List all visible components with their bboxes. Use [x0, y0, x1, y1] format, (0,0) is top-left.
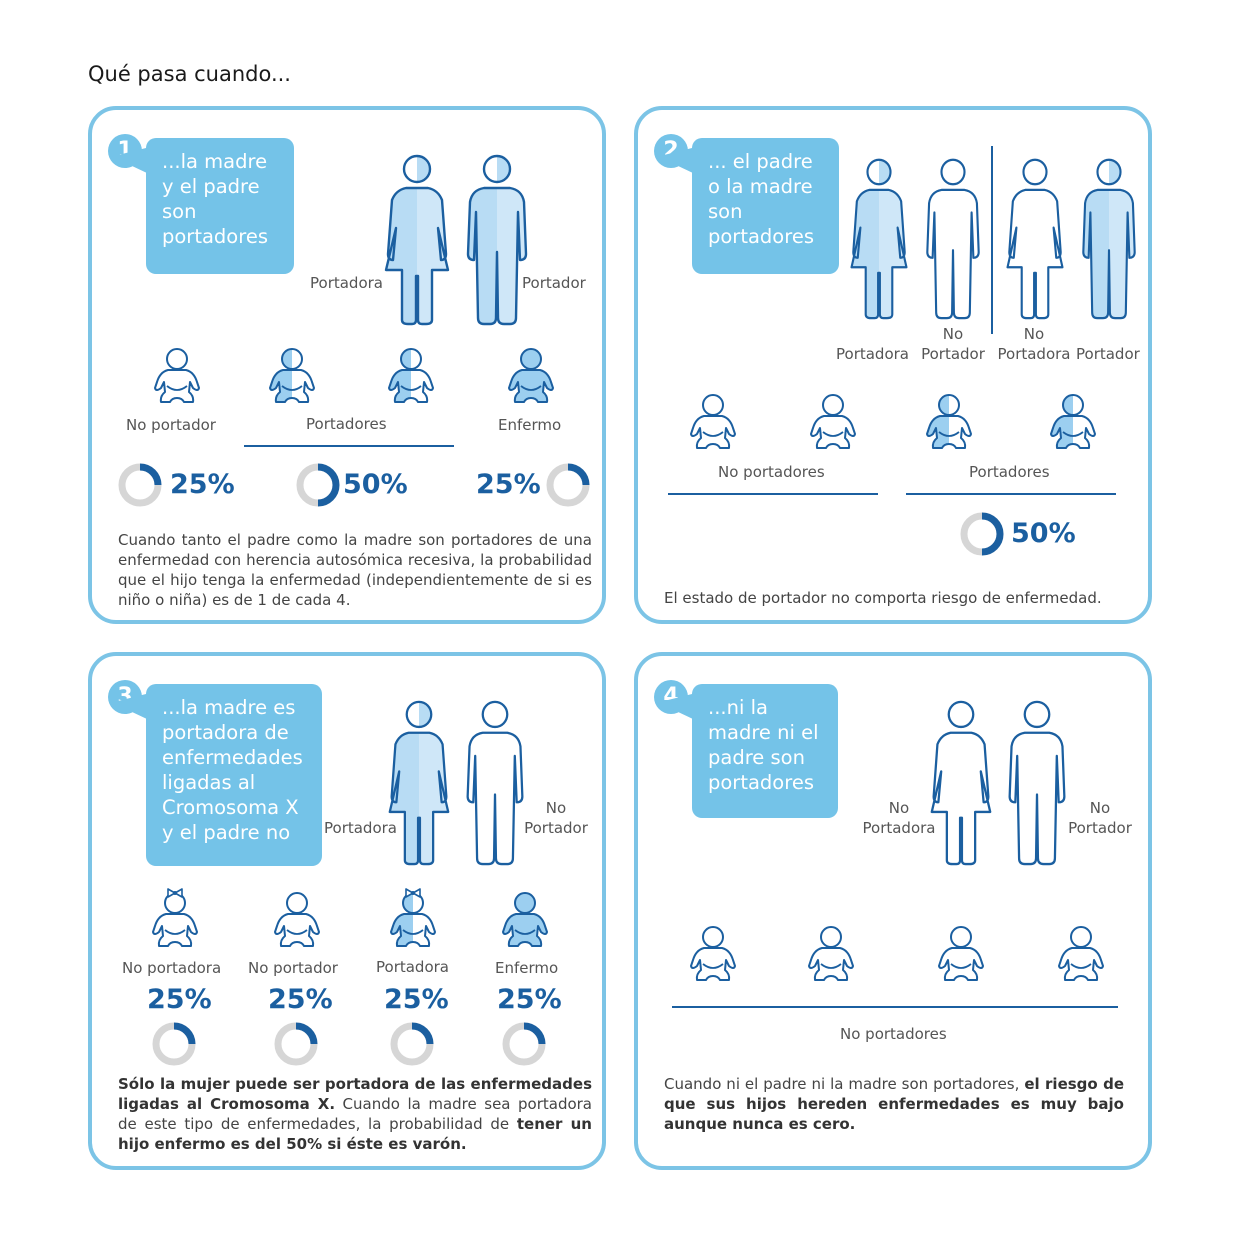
- parent-label: Portadora: [836, 345, 909, 363]
- baby-icon: [924, 390, 974, 454]
- baby-icon: [506, 344, 556, 408]
- parent-label: Portadora: [324, 819, 397, 837]
- donut-value-arc: [174, 1026, 192, 1044]
- percentage: 25%: [476, 469, 541, 500]
- group-line: [244, 445, 454, 447]
- speech-bubble: [692, 138, 839, 274]
- speech-bubble: [146, 684, 322, 866]
- bubble-line: ...ni la: [708, 696, 768, 719]
- card-number: 2: [654, 134, 688, 168]
- bubble-line: enfermedades: [162, 746, 303, 769]
- baby-icon: [386, 344, 436, 408]
- bubble-line: y el padre no: [162, 821, 291, 844]
- bubble-line: y el padre: [162, 175, 260, 198]
- description-text: Cuando ni el padre ni la madre son portadores,: [664, 1075, 1025, 1093]
- baby-icon: [500, 888, 550, 952]
- description-bold: tener un hijo enfermo es del 50% si éste es varón.: [118, 1115, 592, 1153]
- donut-chart: [502, 1022, 546, 1066]
- parent-label-text: No Portadora: [862, 799, 936, 837]
- percentage: 25%: [147, 984, 212, 1015]
- donut-value-arc: [982, 516, 1000, 552]
- description: [118, 1074, 592, 1154]
- child-label: No portador: [248, 959, 338, 977]
- card-both-carriers: [88, 106, 606, 624]
- child-label: No portadores: [840, 1025, 947, 1043]
- description-bold: Sólo la mujer puede ser portadora de las enfermedades ligadas al Cromosoma X.: [118, 1075, 592, 1113]
- baby-icon: [152, 344, 202, 408]
- parent-label: Portador: [522, 274, 586, 292]
- child-label: Portadores: [306, 415, 387, 433]
- child-label: Portadores: [969, 463, 1050, 481]
- bubble-line: son: [708, 200, 743, 223]
- child-label: Enfermo: [495, 959, 559, 977]
- parent-label: [920, 324, 986, 364]
- parent-label: Portador: [1076, 345, 1140, 363]
- group-line: [672, 1006, 1118, 1008]
- bubble-line: son: [162, 200, 197, 223]
- parent-label: [856, 798, 942, 838]
- father-carrier-figure: [1078, 156, 1140, 320]
- bubble-line: ...la madre: [162, 150, 268, 173]
- bubble-line: Cromosoma X: [162, 796, 299, 819]
- father-healthy-figure: [1004, 698, 1070, 866]
- bubble-line: padre son: [708, 746, 805, 769]
- group-line: [668, 493, 878, 495]
- donut-chart: [296, 463, 340, 507]
- parent-label: [1062, 798, 1138, 838]
- description: Cuando tanto el padre como la madre son portadores de una enfermedad con herencia autosómica recesiva, la probabilidad que el hijo tenga la enfermedad (independientemente de si es niño o niña) es de 1 de cada 4.: [118, 531, 592, 609]
- speech-bubble: [146, 138, 294, 274]
- mother-carrier-figure: [848, 156, 910, 320]
- donut-value-arc: [524, 1026, 542, 1044]
- father-healthy-figure: [462, 698, 528, 866]
- baby-icon: [806, 922, 856, 986]
- parent-label-text: No Portador: [1068, 799, 1132, 837]
- percentage: 25%: [268, 984, 333, 1015]
- father-healthy-figure: [922, 156, 984, 320]
- baby-icon: [936, 922, 986, 986]
- bubble-line: ... el padre: [708, 150, 813, 173]
- card-number: 1: [108, 134, 142, 168]
- donut-value-arc: [296, 1026, 314, 1044]
- baby-girl-icon: [150, 888, 200, 952]
- baby-girl-icon: [388, 888, 438, 952]
- group-line: [906, 493, 1116, 495]
- donut-chart: [546, 463, 590, 507]
- parent-label-text: No Portadora: [997, 325, 1071, 363]
- child-label: No portadores: [718, 463, 825, 481]
- father-carrier-figure: [462, 152, 532, 326]
- baby-icon: [1056, 922, 1106, 986]
- bubble-line: madre ni el: [708, 721, 819, 744]
- donut-value-arc: [412, 1026, 430, 1044]
- percentage: 25%: [384, 984, 449, 1015]
- card-number: 3: [108, 680, 142, 714]
- mother-carrier-figure: [386, 698, 452, 866]
- child-label: No portadora: [122, 959, 222, 977]
- description-bold: el riesgo de que sus hijos hereden enfermedades es muy bajo aunque nunca es cero.: [664, 1075, 1125, 1133]
- parent-label: [996, 324, 1072, 364]
- child-label: Portadora: [376, 958, 449, 976]
- mother-carrier-figure: [382, 152, 452, 326]
- bubble-line: o la madre: [708, 175, 813, 198]
- donut-value-arc: [140, 467, 158, 485]
- parent-label: [520, 798, 592, 838]
- description: El estado de portador no comporta riesgo de enfermedad.: [664, 589, 1102, 607]
- baby-icon: [688, 922, 738, 986]
- card-one-carrier: [634, 106, 1152, 624]
- percentage: 50%: [343, 469, 408, 500]
- baby-icon: [267, 344, 317, 408]
- parent-label-text: No Portador: [524, 799, 588, 837]
- donut-chart: [390, 1022, 434, 1066]
- donut-chart: [960, 512, 1004, 556]
- baby-icon: [688, 390, 738, 454]
- description-text: Cuando la madre sea portadora de este tipo de enfermedades, la probabilidad de: [118, 1095, 593, 1133]
- mother-healthy-figure: [928, 698, 994, 866]
- parent-label-text: No Portador: [921, 325, 985, 363]
- baby-icon: [1048, 390, 1098, 454]
- bubble-line: portadores: [708, 771, 814, 794]
- card-x-linked: [88, 652, 606, 1170]
- card-no-carriers: [634, 652, 1152, 1170]
- donut-value-arc: [568, 467, 586, 485]
- bubble-line: ...la madre es: [162, 696, 296, 719]
- parent-label: Portadora: [310, 274, 383, 292]
- divider-line: [991, 146, 993, 334]
- percentage: 50%: [1011, 518, 1076, 549]
- donut-value-arc: [318, 467, 336, 503]
- speech-bubble: [692, 684, 838, 818]
- baby-icon: [808, 390, 858, 454]
- percentage: 25%: [497, 984, 562, 1015]
- percentage: 25%: [170, 469, 235, 500]
- child-label: Enfermo: [498, 416, 562, 434]
- description: [664, 1074, 1124, 1134]
- donut-chart: [152, 1022, 196, 1066]
- child-label: No portador: [126, 416, 216, 434]
- page-title: Qué pasa cuando...: [88, 62, 291, 86]
- donut-chart: [118, 463, 162, 507]
- bubble-line: portadora de: [162, 721, 289, 744]
- card-number: 4: [654, 680, 688, 714]
- bubble-line: portadores: [708, 225, 814, 248]
- bubble-line: portadores: [162, 225, 268, 248]
- bubble-line: ligadas al: [162, 771, 256, 794]
- mother-healthy-figure: [1004, 156, 1066, 320]
- baby-icon: [272, 888, 322, 952]
- donut-chart: [274, 1022, 318, 1066]
